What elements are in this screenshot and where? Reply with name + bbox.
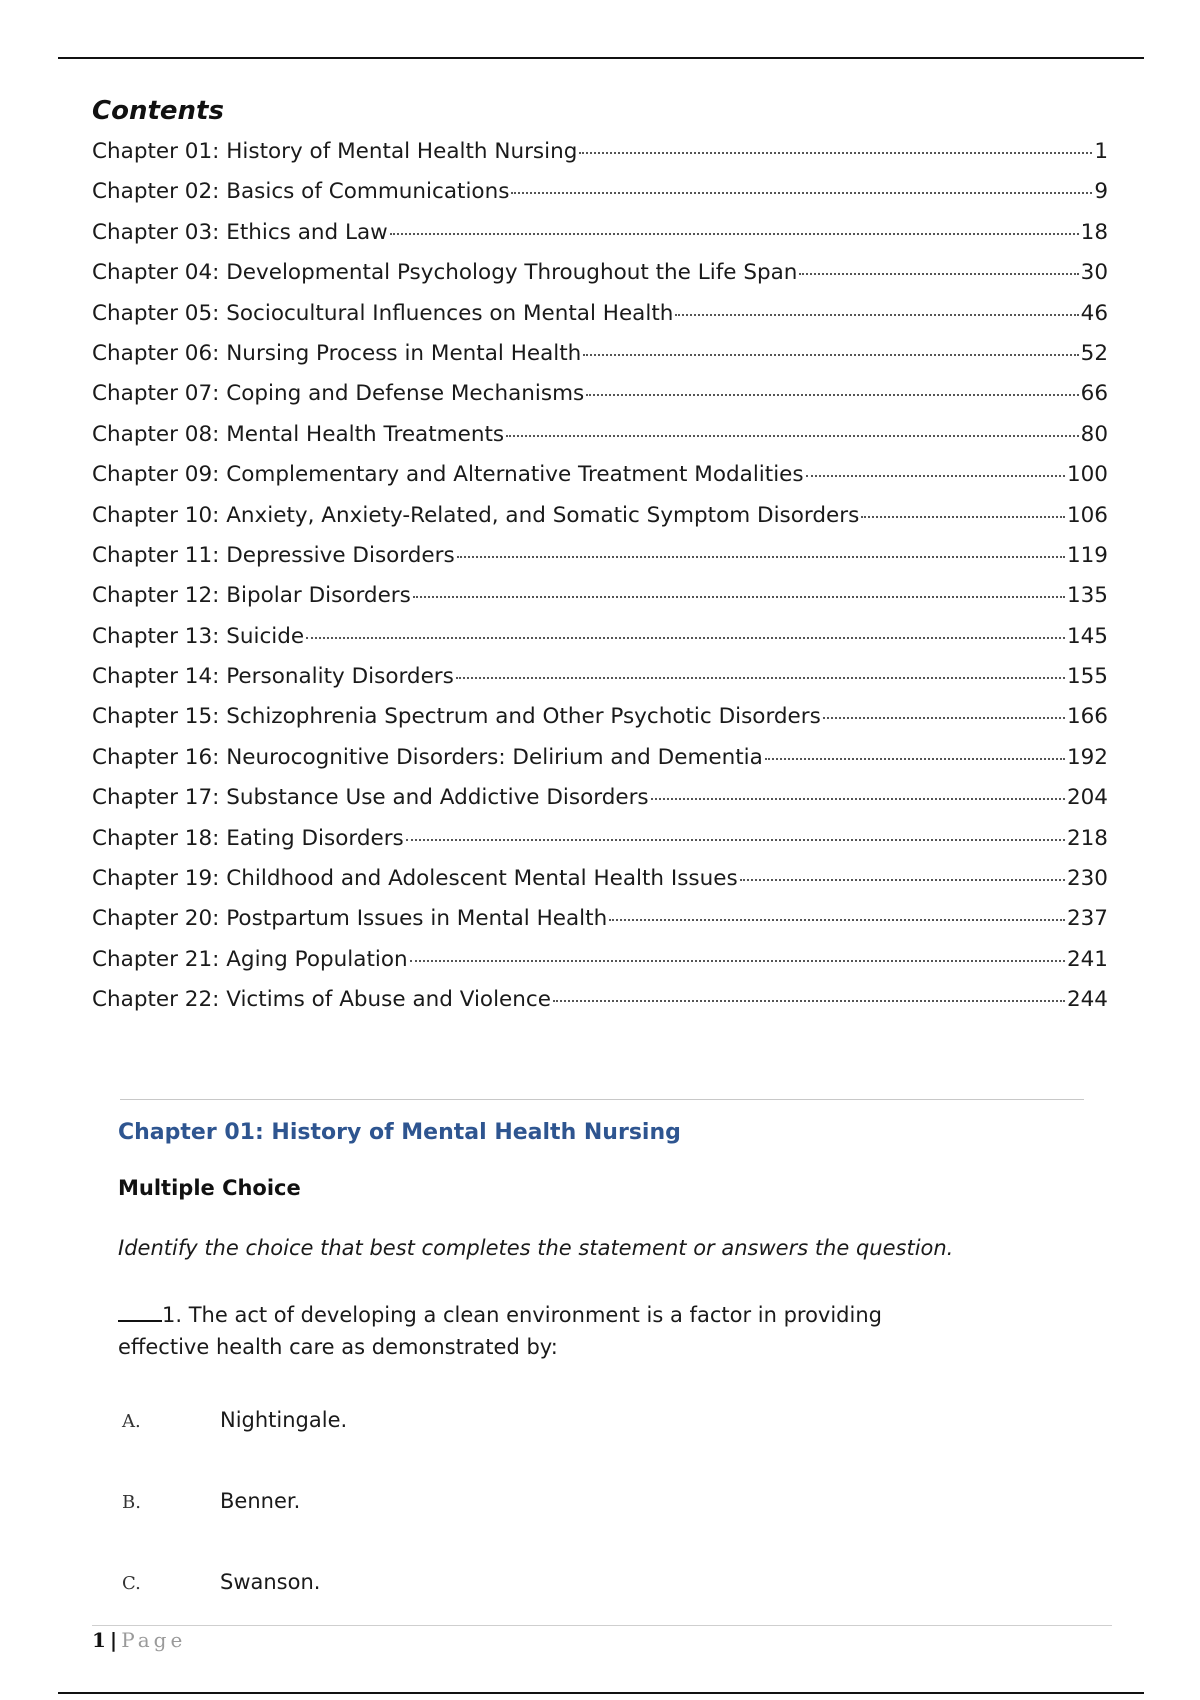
choice-text: Nightingale. xyxy=(220,1408,348,1432)
toc-entry[interactable] xyxy=(92,172,1108,212)
choice-text: Swanson. xyxy=(220,1570,321,1594)
toc-entry-title: Chapter 21: Aging Population xyxy=(92,946,408,972)
toc-entry-title: Chapter 18: Eating Disorders xyxy=(92,825,404,851)
toc-dot-leader xyxy=(506,434,1079,437)
toc-entry-page: 18 xyxy=(1080,219,1108,245)
toc-entry-page: 80 xyxy=(1080,421,1108,447)
toc-entry-page: 30 xyxy=(1080,260,1108,286)
toc-dot-leader xyxy=(799,272,1078,275)
choice-letter: C. xyxy=(122,1573,141,1594)
choice-a[interactable] xyxy=(122,1408,347,1432)
question-1 xyxy=(118,1298,918,1363)
toc-entry-page: 1 xyxy=(1094,139,1108,164)
toc-entry-title: Chapter 17: Substance Use and Addictive Disorders xyxy=(92,785,649,811)
toc-entry[interactable] xyxy=(92,576,1108,616)
toc-entry-title: Chapter 10: Anxiety, Anxiety-Related, and Somatic Symptom Disorders xyxy=(92,502,860,528)
footer-page-word: Page xyxy=(121,1628,187,1652)
toc-dot-leader xyxy=(553,999,1065,1002)
section-heading: Multiple Choice xyxy=(118,1176,301,1200)
toc-entry-page: 241 xyxy=(1066,946,1108,972)
toc-entry[interactable] xyxy=(92,536,1108,576)
bottom-rule xyxy=(58,1692,1144,1694)
toc-dot-leader xyxy=(413,595,1065,598)
toc-entry-title: Chapter 22: Victims of Abuse and Violence xyxy=(92,987,551,1013)
contents-title: Contents xyxy=(92,96,224,126)
toc-entry-page: 155 xyxy=(1066,664,1108,690)
toc-dot-leader xyxy=(740,878,1065,881)
toc-dot-leader xyxy=(583,353,1078,356)
toc-entry[interactable] xyxy=(92,617,1108,657)
question-text: 1. The act of developing a clean environment is a factor in providing effective health care as demonstrated by: xyxy=(118,1303,882,1359)
toc-entry-title: Chapter 06: Nursing Process in Mental Health xyxy=(92,340,582,366)
toc-entry[interactable] xyxy=(92,213,1108,253)
toc-entry[interactable] xyxy=(92,859,1108,899)
toc-entry-title: Chapter 03: Ethics and Law xyxy=(92,219,388,245)
toc-dot-leader xyxy=(765,757,1065,760)
toc-entry[interactable] xyxy=(92,294,1108,334)
toc-entry[interactable] xyxy=(92,334,1108,374)
toc-dot-leader xyxy=(410,959,1065,962)
toc-entry[interactable] xyxy=(92,132,1108,172)
toc-entry[interactable] xyxy=(92,455,1108,495)
toc-entry-title: Chapter 12: Bipolar Disorders xyxy=(92,583,411,609)
toc-dot-leader xyxy=(586,393,1078,396)
toc-entry-page: 230 xyxy=(1066,866,1108,892)
toc-entry[interactable] xyxy=(92,374,1108,414)
footer-page-number: 1 xyxy=(92,1628,106,1652)
toc-entry[interactable] xyxy=(92,657,1108,697)
toc-entry-title: Chapter 13: Suicide xyxy=(92,623,305,649)
toc-entry-page: 100 xyxy=(1066,462,1108,488)
toc-entry-title: Chapter 01: History of Mental Health Nursing xyxy=(92,139,578,164)
toc-dot-leader xyxy=(861,515,1065,518)
toc-entry-page: 237 xyxy=(1066,906,1108,932)
toc-entry[interactable] xyxy=(92,496,1108,536)
toc-entry-title: Chapter 08: Mental Health Treatments xyxy=(92,421,505,447)
toc-entry[interactable] xyxy=(92,738,1108,778)
footer-rule xyxy=(92,1625,1112,1626)
toc-entry-title: Chapter 20: Postpartum Issues in Mental Health xyxy=(92,906,608,932)
toc-entry-page: 119 xyxy=(1066,542,1108,568)
instructions-text: Identify the choice that best completes the statement or answers the question. xyxy=(118,1236,954,1260)
toc-dot-leader xyxy=(406,838,1065,841)
toc-entry-title: Chapter 19: Childhood and Adolescent Mental Health Issues xyxy=(92,866,738,892)
toc-entry[interactable] xyxy=(92,899,1108,939)
toc-dot-leader xyxy=(511,191,1092,194)
toc-entry-title: Chapter 04: Developmental Psychology Throughout the Life Span xyxy=(92,260,798,286)
toc-entry-title: Chapter 07: Coping and Defense Mechanisms xyxy=(92,381,585,407)
page-footer xyxy=(92,1628,186,1652)
toc-entry-title: Chapter 16: Neurocognitive Disorders: Delirium and Dementia xyxy=(92,744,763,770)
toc-dot-leader xyxy=(806,474,1065,477)
toc-entry-title: Chapter 14: Personality Disorders xyxy=(92,664,454,690)
choice-text: Benner. xyxy=(220,1489,301,1513)
toc-entry-page: 9 xyxy=(1094,179,1108,205)
toc-entry-page: 244 xyxy=(1066,987,1108,1013)
toc-entry[interactable] xyxy=(92,980,1108,1020)
toc-dot-leader xyxy=(306,636,1065,639)
chapter-heading: Chapter 01: History of Mental Health Nursing xyxy=(118,1120,681,1145)
toc-entry-page: 218 xyxy=(1066,825,1108,851)
choice-b[interactable] xyxy=(122,1489,300,1513)
toc-entry-page: 166 xyxy=(1066,704,1108,730)
toc-dot-leader xyxy=(823,716,1065,719)
toc-entry[interactable] xyxy=(92,940,1108,980)
toc-dot-leader xyxy=(456,676,1065,679)
toc-entry-page: 46 xyxy=(1080,300,1108,326)
toc-entry[interactable] xyxy=(92,778,1108,818)
section-divider xyxy=(120,1099,1084,1100)
toc-entry-page: 145 xyxy=(1066,623,1108,649)
top-rule xyxy=(58,57,1144,59)
footer-separator: | xyxy=(109,1628,118,1652)
toc-entry-title: Chapter 15: Schizophrenia Spectrum and Other Psychotic Disorders xyxy=(92,704,821,730)
toc-entry-page: 106 xyxy=(1066,502,1108,528)
answer-blank[interactable] xyxy=(118,1298,162,1322)
toc-entry[interactable] xyxy=(92,819,1108,859)
toc-entry-page: 135 xyxy=(1066,583,1108,609)
toc-entry-page: 66 xyxy=(1080,381,1108,407)
toc-dot-leader xyxy=(651,797,1065,800)
toc-entry-title: Chapter 05: Sociocultural Influences on Mental Health xyxy=(92,300,674,326)
toc-entry-page: 52 xyxy=(1080,340,1108,366)
table-of-contents xyxy=(92,132,1108,1021)
toc-entry-title: Chapter 02: Basics of Communications xyxy=(92,179,510,205)
toc-dot-leader xyxy=(609,918,1065,921)
choice-letter: A. xyxy=(122,1411,141,1432)
toc-entry[interactable] xyxy=(92,697,1108,737)
toc-dot-leader xyxy=(457,555,1065,558)
choice-c[interactable] xyxy=(122,1570,320,1594)
toc-entry-page: 192 xyxy=(1066,744,1108,770)
toc-dot-leader xyxy=(675,313,1078,316)
toc-entry-title: Chapter 11: Depressive Disorders xyxy=(92,542,455,568)
toc-entry[interactable] xyxy=(92,253,1108,293)
toc-entry-page: 204 xyxy=(1066,785,1108,811)
toc-entry[interactable] xyxy=(92,415,1108,455)
toc-dot-leader xyxy=(579,151,1092,154)
toc-dot-leader xyxy=(390,232,1079,235)
choice-letter: B. xyxy=(122,1492,141,1513)
toc-entry-title: Chapter 09: Complementary and Alternative Treatment Modalities xyxy=(92,462,804,488)
